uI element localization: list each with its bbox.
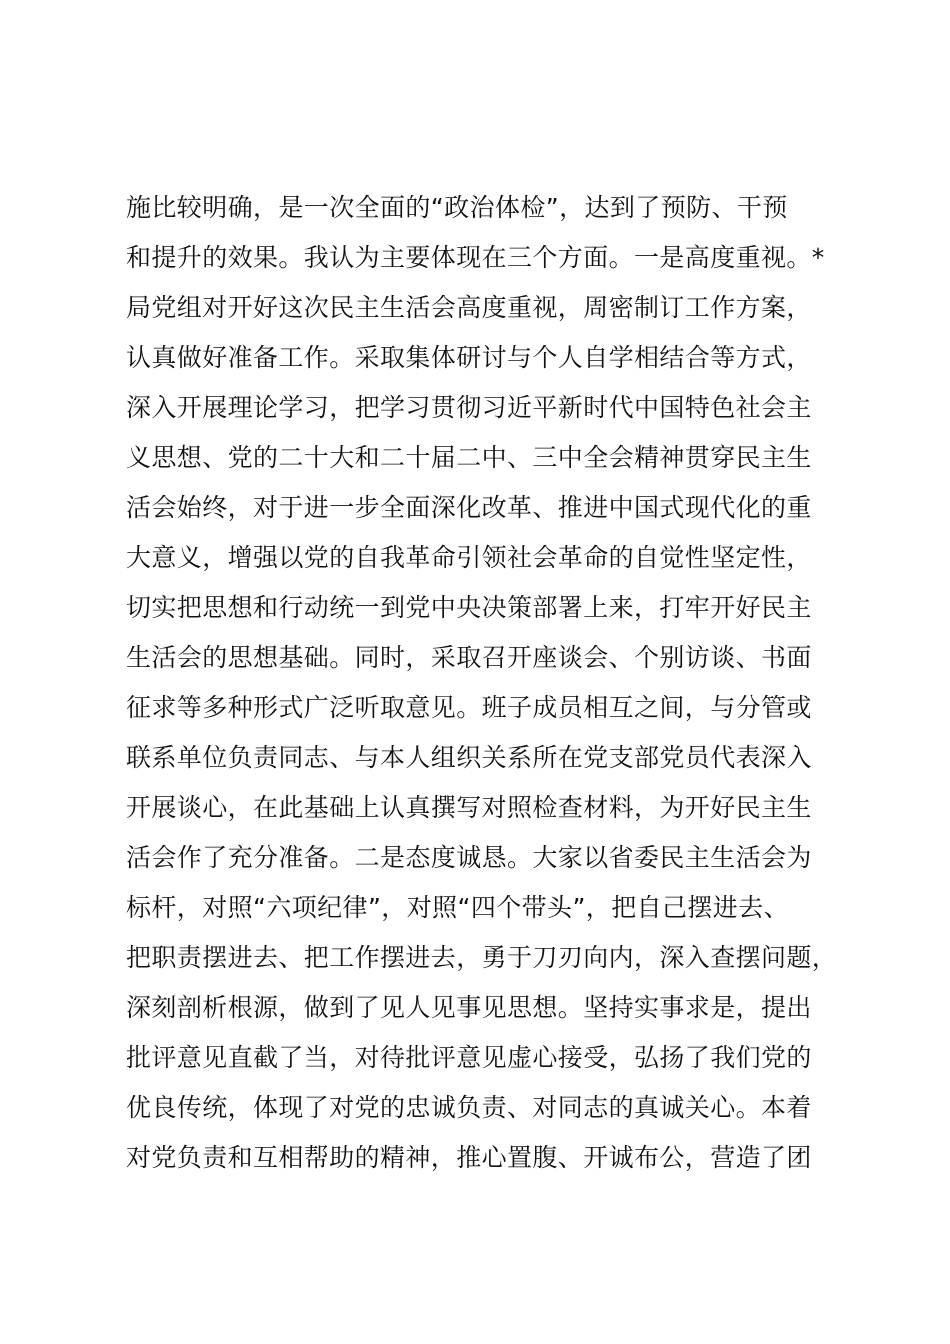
text-line: 优良传统，体现了对党的忠诚负责、对同志的真诚关心。本着 [126, 1093, 812, 1122]
text-line: 大意义，增强以党的自我革命引领社会革命的自觉性坚定性， [126, 543, 812, 572]
text-line: 局党组对开好这次民主生活会高度重视，周密制订工作方案， [126, 293, 812, 322]
text-line: 切实把思想和行动统一到党中央决策部署上来，打牢开好民主 [126, 593, 812, 622]
text-line: 联系单位负责同志、与本人组织关系所在党支部党员代表深入 [126, 743, 812, 772]
text-line: 活会作了充分准备。二是态度诚恳。大家以省委民主生活会为 [126, 843, 812, 872]
text-line: 义思想、党的二十大和二十届二中、三中全会精神贯穿民主生 [126, 443, 812, 472]
text-line: 把职责摆进去、把工作摆进去，勇于刀刃向内，深入查摆问题， [126, 943, 838, 972]
text-line: 标杆，对照“六项纪律”，对照“四个带头”，把自己摆进去、 [126, 893, 790, 922]
body-paragraph [126, 183, 866, 1183]
text-line: 和提升的效果。我认为主要体现在三个方面。一是高度重视。* [126, 243, 825, 272]
text-line: 施比较明确，是一次全面的“政治体检”，达到了预防、干预 [126, 193, 788, 222]
text-line: 深刻剖析根源，做到了见人见事见思想。坚持实事求是，提出 [126, 993, 812, 1022]
text-line: 生活会的思想基础。同时，采取召开座谈会、个别访谈、书面 [126, 643, 812, 672]
text-line: 批评意见直截了当，对待批评意见虚心接受，弘扬了我们党的 [126, 1043, 812, 1072]
text-line: 征求等多种形式广泛听取意见。班子成员相互之间，与分管或 [126, 693, 812, 722]
text-line: 开展谈心，在此基础上认真撰写对照检查材料，为开好民主生 [126, 793, 812, 822]
text-line: 深入开展理论学习，把学习贯彻习近平新时代中国特色社会主 [126, 393, 812, 422]
text-line: 认真做好准备工作。采取集体研讨与个人自学相结合等方式， [126, 343, 812, 372]
text-line: 对党负责和互相帮助的精神，推心置腹、开诚布公，营造了团 [126, 1143, 812, 1172]
text-line: 活会始终，对于进一步全面深化改革、推进中国式现代化的重 [126, 493, 812, 522]
